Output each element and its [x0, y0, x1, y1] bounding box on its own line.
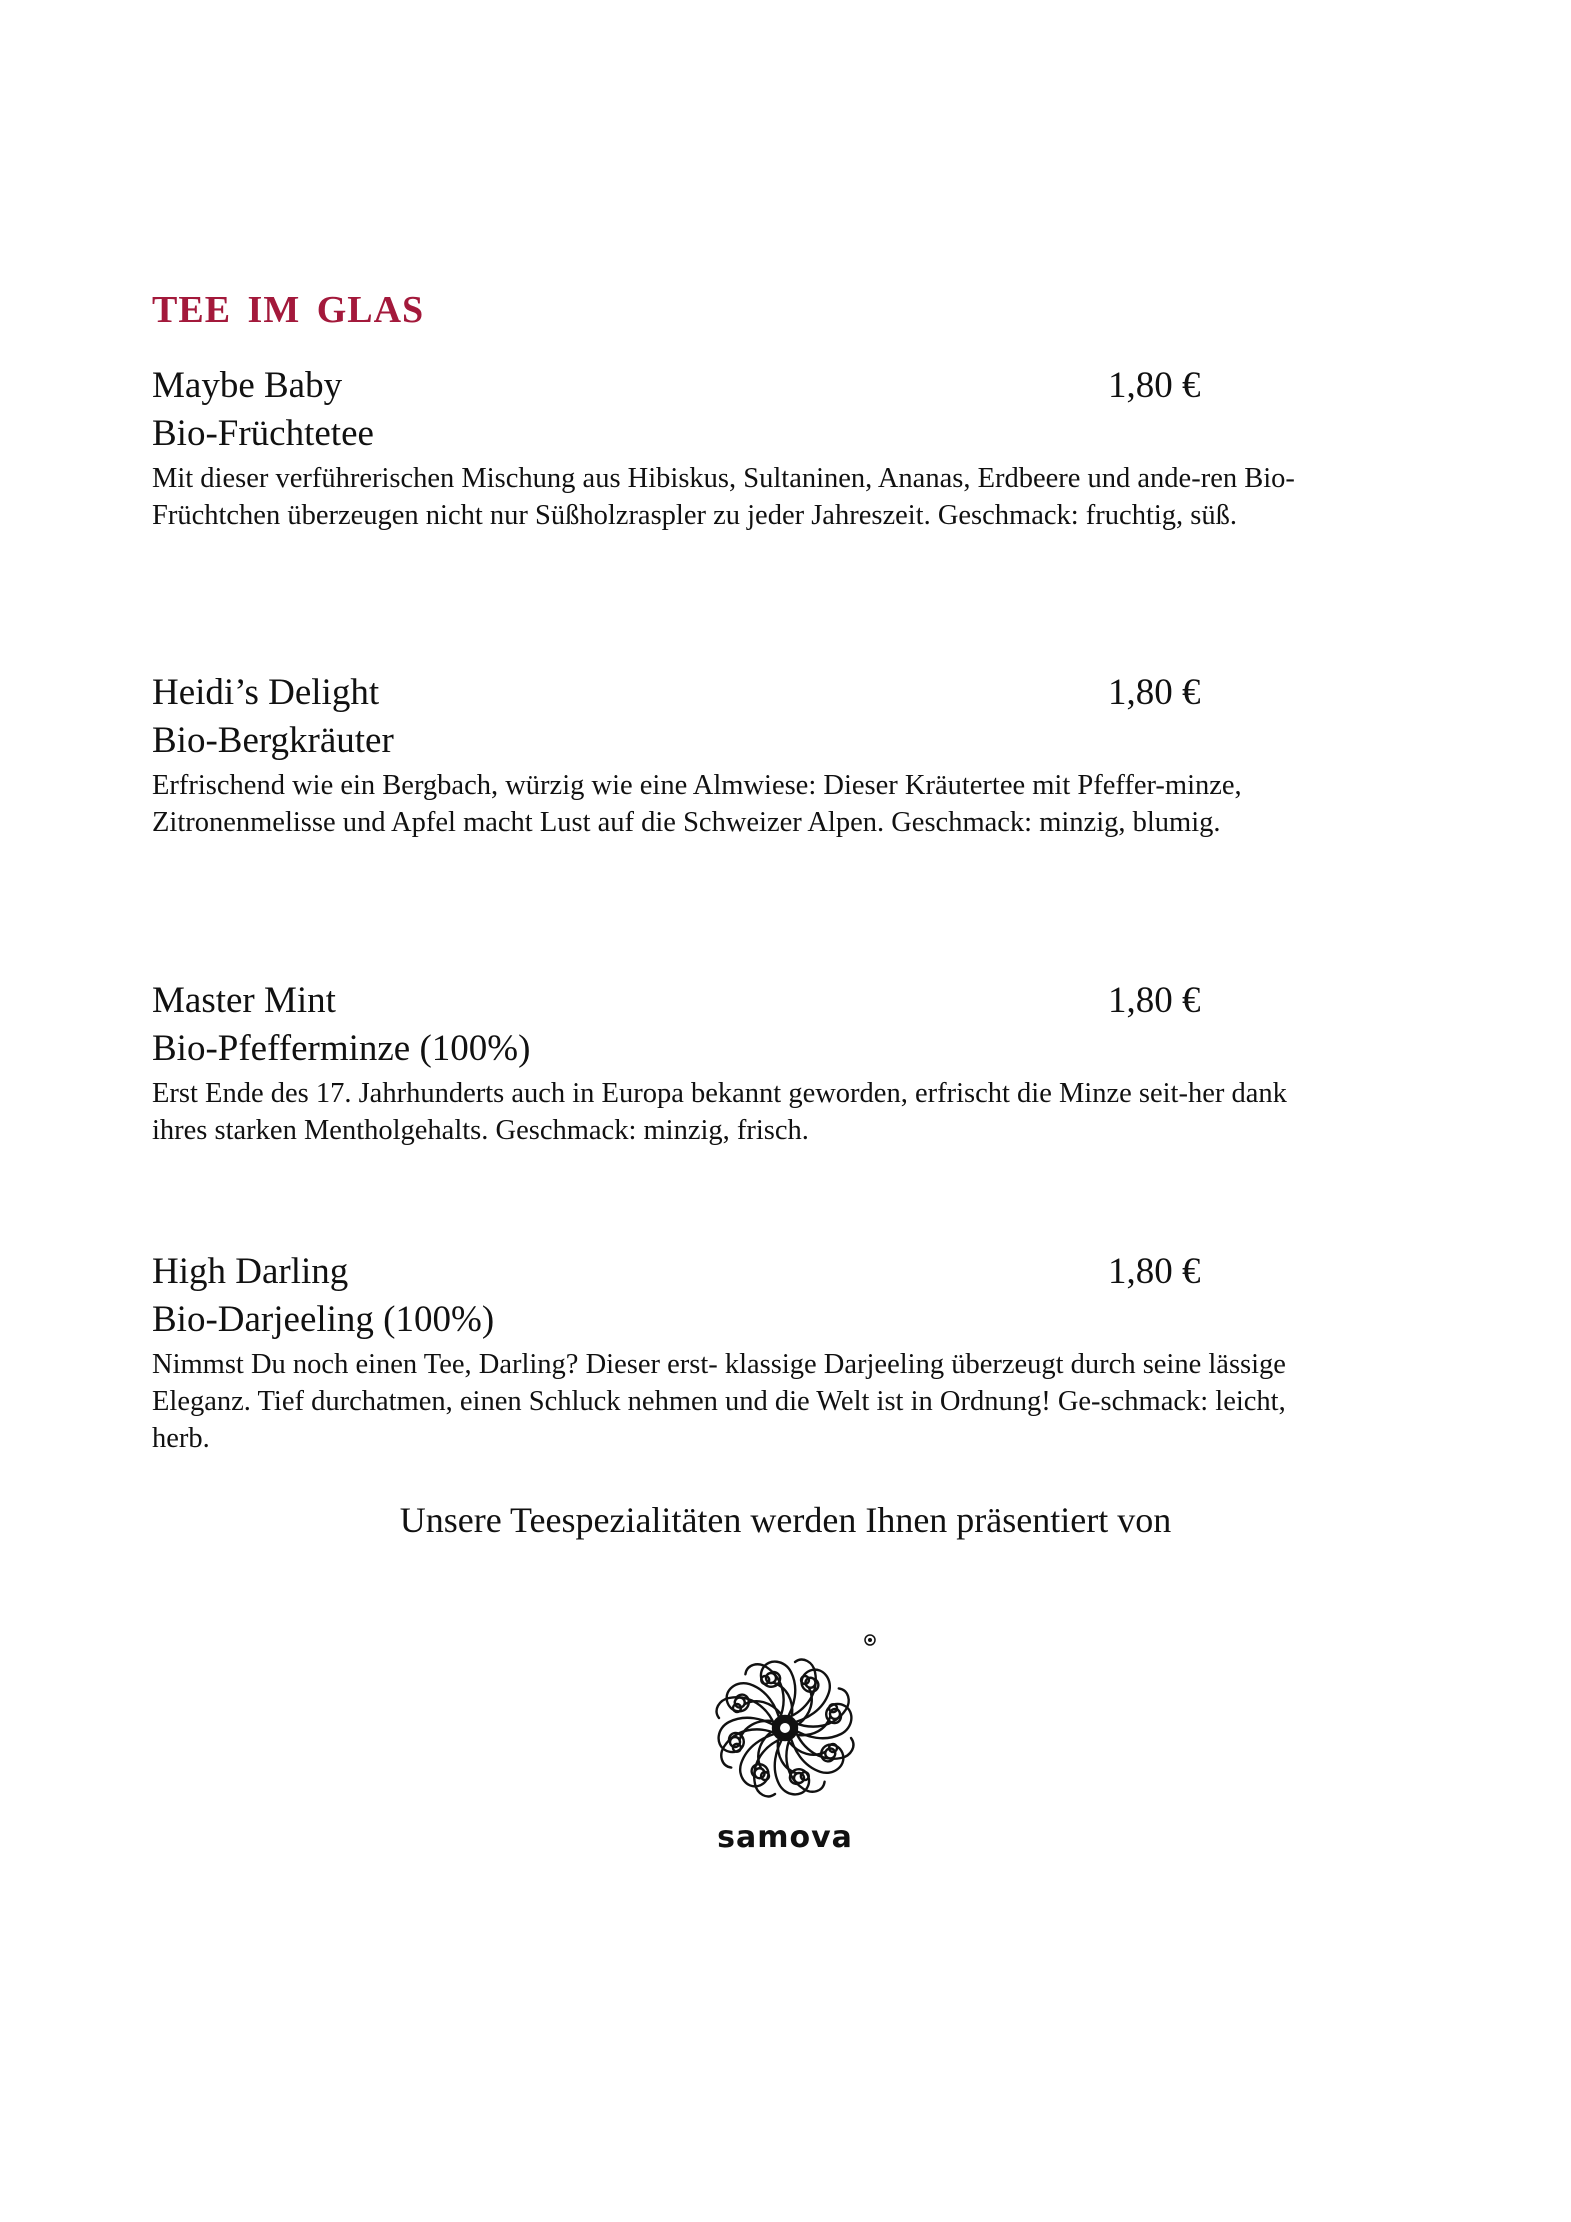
item-header — [152, 362, 1332, 410]
item-name: Heidi’s Delight — [152, 672, 380, 713]
item-subtitle: Bio-Bergkräuter — [152, 720, 394, 761]
item-name: Maybe Baby — [152, 365, 343, 406]
item-price: 1,80 € — [1108, 365, 1201, 406]
item-price: 1,80 € — [1108, 672, 1201, 713]
menu-item-high-darling — [152, 1248, 1332, 1457]
presented-by-text: Unsere Teespezialitäten werden Ihnen präsentiert von — [399, 1500, 1172, 1540]
item-description: Erfrischend wie ein Bergbach, würzig wie eine Almwiese: Dieser Kräutertee mit Pfeffer-minze, Zitronenmelisse und Apfel macht Lust auf die Schweizer Alpen. Geschmack: minzig, blumig. — [152, 770, 1242, 838]
item-subtitle: Bio-Pfefferminze (100%) — [152, 1028, 531, 1069]
registered-mark-icon — [865, 1635, 875, 1645]
item-description: Mit dieser verführerischen Mischung aus Hibiskus, Sultaninen, Ananas, Erdbeere und ande-ren Bio-Früchtchen überzeugen nicht nur Süßholzraspler zu jeder Jahreszeit. Geschmack: fruchtig, süß. — [152, 463, 1295, 531]
item-header — [152, 669, 1332, 717]
menu-item-maybe-baby — [152, 362, 1332, 534]
section-title: TEE IM GLAS — [152, 289, 425, 331]
samova-logo — [690, 1628, 890, 1858]
item-header — [152, 1248, 1332, 1296]
item-name: High Darling — [152, 1251, 349, 1292]
item-price: 1,80 € — [1108, 1251, 1201, 1292]
item-description: Erst Ende des 17. Jahrhunderts auch in Europa bekannt geworden, erfrischt die Minze seit-her dank ihres starken Mentholgehalts. Geschmack: minzig, frisch. — [152, 1078, 1287, 1146]
ornamental-flower-logo-icon — [690, 1628, 890, 1818]
item-description: Nimmst Du noch einen Tee, Darling? Dieser erst- klassige Darjeeling überzeugt durch seine lässige Eleganz. Tief durchatmen, einen Schluck nehmen und die Welt ist in Ordnung! Ge-schmack: leicht, herb. — [152, 1349, 1286, 1454]
item-name: Master Mint — [152, 980, 336, 1021]
logo-brand-text: samova — [717, 1820, 853, 1855]
menu-item-heidis-delight — [152, 669, 1332, 841]
item-header — [152, 977, 1332, 1025]
item-subtitle: Bio-Darjeeling (100%) — [152, 1299, 495, 1340]
item-price: 1,80 € — [1108, 980, 1201, 1021]
menu-item-master-mint — [152, 977, 1332, 1149]
item-subtitle: Bio-Früchtetee — [152, 413, 374, 454]
